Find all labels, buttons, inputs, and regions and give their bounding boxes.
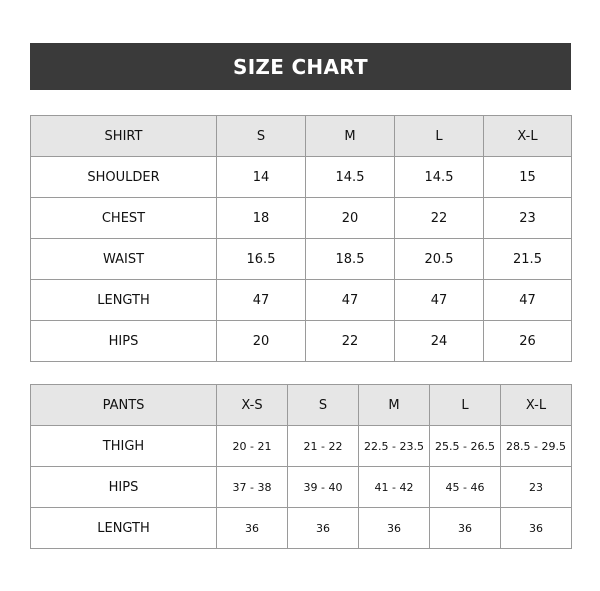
table-cell: 47 xyxy=(484,280,572,321)
table-cell: 28.5 - 29.5 xyxy=(501,426,572,467)
row-label: THIGH xyxy=(31,426,217,467)
row-label: LENGTH xyxy=(31,508,217,549)
table-row xyxy=(31,467,572,508)
row-label: SHOULDER xyxy=(31,157,217,198)
table-cell: 16.5 xyxy=(217,239,306,280)
table-cell: 47 xyxy=(395,280,484,321)
shirt-header-label: SHIRT xyxy=(31,116,217,157)
shirt-header-size-m: M xyxy=(306,116,395,157)
table-cell: 20.5 xyxy=(395,239,484,280)
table-row xyxy=(31,157,572,198)
table-cell: 36 xyxy=(217,508,288,549)
table-cell: 47 xyxy=(217,280,306,321)
table-cell: 37 - 38 xyxy=(217,467,288,508)
table-cell: 18.5 xyxy=(306,239,395,280)
table-cell: 14 xyxy=(217,157,306,198)
table-row xyxy=(31,239,572,280)
table-cell: 39 - 40 xyxy=(288,467,359,508)
pants-header-size-xl: X-L xyxy=(501,385,572,426)
pants-header-size-l: L xyxy=(430,385,501,426)
pants-size-table xyxy=(30,384,572,549)
table-cell: 23 xyxy=(501,467,572,508)
table-cell: 18 xyxy=(217,198,306,239)
table-cell: 47 xyxy=(306,280,395,321)
pants-header-label: PANTS xyxy=(31,385,217,426)
table-row xyxy=(31,321,572,362)
table-cell: 20 xyxy=(306,198,395,239)
table-cell: 14.5 xyxy=(395,157,484,198)
table-cell: 45 - 46 xyxy=(430,467,501,508)
table-cell: 23 xyxy=(484,198,572,239)
shirt-header-row xyxy=(31,116,572,157)
table-cell: 20 xyxy=(217,321,306,362)
table-cell: 36 xyxy=(501,508,572,549)
table-cell: 36 xyxy=(359,508,430,549)
pants-header-size-m: M xyxy=(359,385,430,426)
shirt-size-table xyxy=(30,115,572,362)
table-cell: 25.5 - 26.5 xyxy=(430,426,501,467)
row-label: WAIST xyxy=(31,239,217,280)
table-row xyxy=(31,280,572,321)
size-chart-title: SIZE CHART xyxy=(30,43,571,90)
table-row xyxy=(31,198,572,239)
table-cell: 24 xyxy=(395,321,484,362)
pants-header-row xyxy=(31,385,572,426)
table-cell: 14.5 xyxy=(306,157,395,198)
table-cell: 21 - 22 xyxy=(288,426,359,467)
table-cell: 22 xyxy=(395,198,484,239)
table-cell: 26 xyxy=(484,321,572,362)
table-cell: 15 xyxy=(484,157,572,198)
row-label: CHEST xyxy=(31,198,217,239)
row-label: HIPS xyxy=(31,321,217,362)
table-cell: 36 xyxy=(288,508,359,549)
shirt-header-size-xl: X-L xyxy=(484,116,572,157)
table-cell: 22.5 - 23.5 xyxy=(359,426,430,467)
table-row xyxy=(31,508,572,549)
table-cell: 41 - 42 xyxy=(359,467,430,508)
table-cell: 20 - 21 xyxy=(217,426,288,467)
shirt-header-size-s: S xyxy=(217,116,306,157)
table-row xyxy=(31,426,572,467)
row-label: LENGTH xyxy=(31,280,217,321)
pants-header-size-s: S xyxy=(288,385,359,426)
table-cell: 36 xyxy=(430,508,501,549)
table-cell: 21.5 xyxy=(484,239,572,280)
pants-header-size-xs: X-S xyxy=(217,385,288,426)
shirt-header-size-l: L xyxy=(395,116,484,157)
row-label: HIPS xyxy=(31,467,217,508)
table-cell: 22 xyxy=(306,321,395,362)
